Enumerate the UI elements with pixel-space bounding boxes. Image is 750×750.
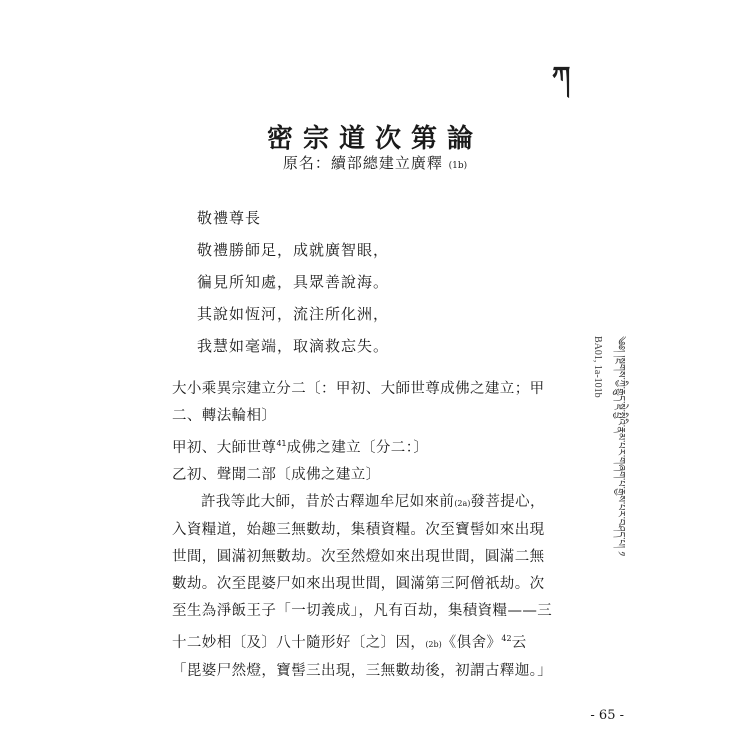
book-title: 《俱舍》	[441, 634, 502, 651]
subtitle-ref: (1b)	[448, 161, 468, 171]
folio-ref: (2b)	[425, 639, 442, 649]
folio-ref: (2a)	[454, 498, 471, 508]
footnote-marker: 41	[276, 439, 287, 448]
paragraph-text: 發菩提心，入資糧道，始趣三無數劫，集積資糧。次至寶髻如來出現世間，圓滿初無數劫。次至然燈如來出現世間，圓滿二無數劫。次至毘婆尸如來出現世間，圓滿第三阿僧祇劫。次至生為淨飯王子「一切義成」，凡有百劫，集積資糧——三十二妙相〔及〕八十隨形好〔之〕因，	[172, 493, 553, 651]
paragraph-text: 云	[511, 634, 527, 651]
quotation: 「毘婆尸然燈，寶髻三出現，三無數劫後，初謂古釋迦。」	[172, 662, 553, 679]
margin-tibetan-title: ༄༅། །སྔགས་ཀྱི་རྒྱུད་སྡེ་སྤྱིའི་རྣམ་པར་གཞག་པ་རྒྱས་པར་བཤད་པ། ༡	[615, 336, 626, 557]
footnote-marker: 42	[501, 633, 512, 643]
heading-text: 甲初、大師世尊	[172, 439, 277, 456]
verse-line: 敬禮勝師足，成就廣智眼，	[197, 241, 390, 259]
page-number: - 65 -	[590, 708, 624, 723]
subsubsection-heading: 乙初、聲聞二部〔成佛之建立〕	[172, 466, 381, 483]
heading-text: 成佛之建立〔分二：〕	[286, 439, 429, 456]
margin-reference: BA01, 1a-101b	[592, 336, 603, 398]
verse-block	[197, 202, 389, 362]
section-heading: 大小乘異宗建立分二〔：甲初、大師世尊成佛之建立；甲二、轉法輪相〕	[172, 381, 545, 424]
subtitle	[0, 152, 750, 173]
subsection-heading	[172, 430, 556, 462]
paragraph-text: 許我等此大師，昔於古釋迦牟尼如來前	[201, 493, 455, 510]
verse-line: 敬禮尊長	[197, 209, 262, 227]
subtitle-text: 原名：續部總建立廣釋	[282, 154, 443, 172]
page-title: 密宗道次第論	[266, 124, 483, 154]
paragraph	[172, 489, 556, 658]
verse-line: 我慧如毫端，取滴救忘失。	[197, 337, 390, 355]
header-glyph: ཀ	[552, 62, 571, 92]
body-text	[172, 376, 556, 685]
verse-line: 其說如恆河，流注所化洲，	[197, 305, 390, 323]
verse-line: 徧見所知處，具眾善說海。	[197, 273, 390, 291]
